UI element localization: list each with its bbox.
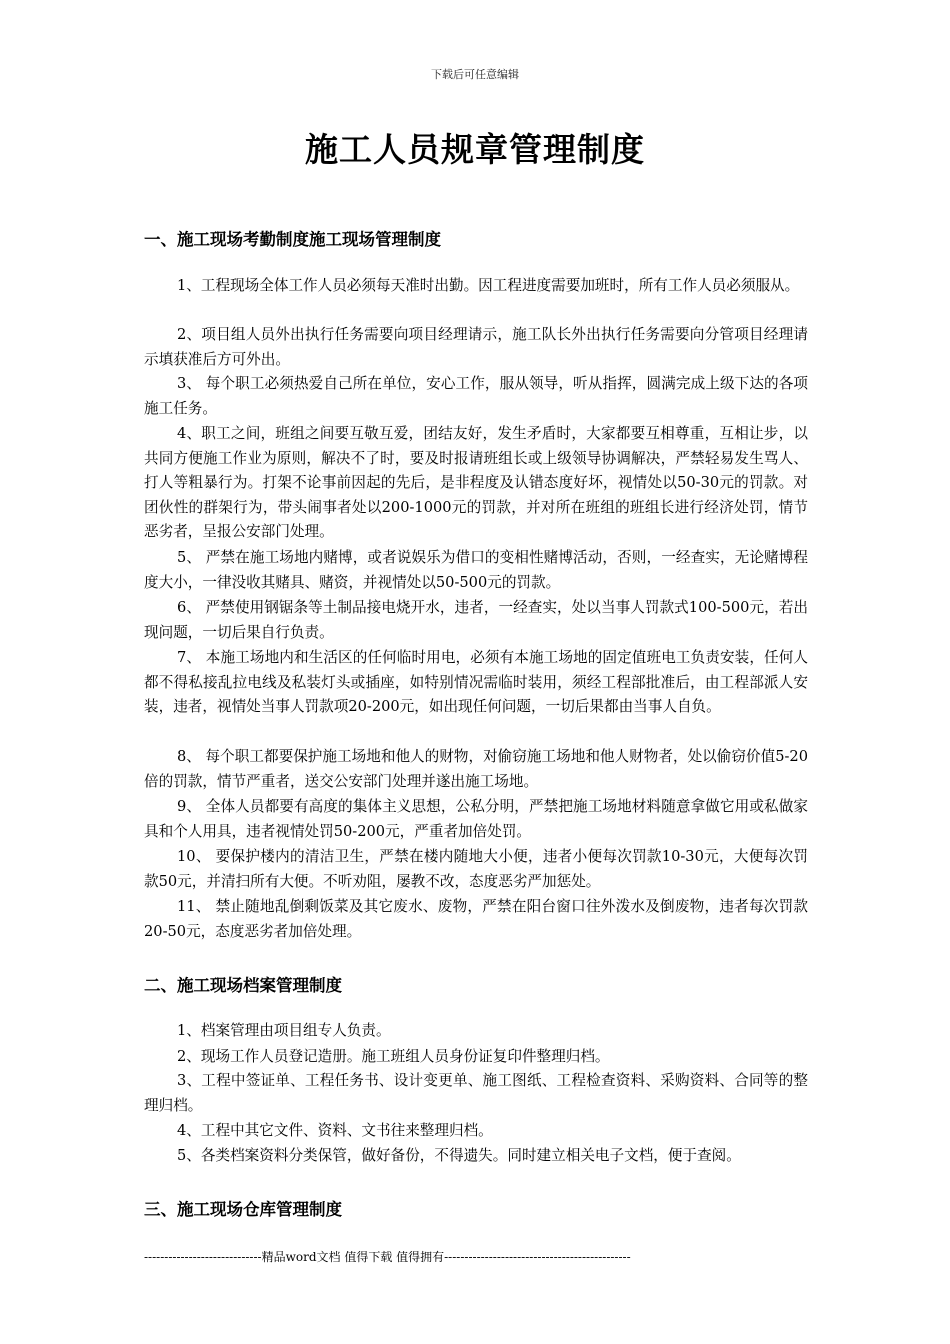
paragraph: 4、工程中其它文件、资料、文书往来整理归档。 (177, 1122, 493, 1139)
paragraph: 5、各类档案资料分类保管，做好备份，不得遗失。同时建立相关电子文档，便于查阅。 (177, 1147, 741, 1164)
section-heading-attendance: 一、施工现场考勤制度施工现场管理制度 (144, 230, 441, 249)
paragraph: 7、 本施工场地内和生活区的任何临时用电，必须有本施工场地的固定值班电工负责安装，任何人都不得私接乱拉电线及私装灯头或插座，如特别情况需临时装用，须经工程部批准后，由工程部派人安装，违者，视情处当事人罚款项20-200元，如出现任何问题，一切后果都由当事人自负。 (144, 649, 808, 715)
section-heading-warehouse: 三、施工现场仓库管理制度 (144, 1200, 342, 1219)
paragraph: 3、 每个职工必须热爱自己所在单位，安心工作，服从领导，听从指挥，圆满完成上级下达的各项施工任务。 (144, 375, 808, 417)
paragraph: 2、现场工作人员登记造册。施工班组人员身份证复印件整理归档。 (177, 1048, 610, 1065)
header-note: 下载后可任意编辑 (431, 68, 519, 81)
paragraph: 1、工程现场全体工作人员必须每天准时出勤。因工程进度需要加班时，所有工作人员必须服从。 (177, 277, 800, 294)
paragraph: 11、 禁止随地乱倒剩饭菜及其它废水、废物，严禁在阳台窗口往外泼水及倒废物，违者每次罚款20-50元，态度恶劣者加倍处理。 (144, 898, 808, 940)
paragraph: 6、 严禁使用钢锯条等土制品接电烧开水，违者，一经查实，处以当事人罚款式100-500元，若出现问题，一切后果自行负责。 (144, 599, 808, 641)
paragraph: 5、 严禁在施工场地内赌博，或者说娱乐为借口的变相性赌博活动，否则，一经查实，无论赌博程度大小，一律没收其赌具、赌资，并视情处以50-500元的罚款。 (144, 549, 808, 591)
paragraph: 9、 全体人员都要有高度的集体主义思想，公私分明，严禁把施工场地材料随意拿做它用或私做家具和个人用具，违者视情处罚50-200元，严重者加倍处罚。 (144, 798, 808, 840)
document-title: 施工人员规章管理制度 (305, 130, 645, 169)
section-heading-archives: 二、施工现场档案管理制度 (144, 976, 342, 995)
paragraph: 10、 要保护楼内的清洁卫生，严禁在楼内随地大小便，违者小便每次罚款10-30元，大便每次罚款50元，并清扫所有大便。不听劝阻，屡教不改，态度恶劣严加惩处。 (144, 848, 808, 890)
paragraph: 4、职工之间，班组之间要互敬互爱，团结友好，发生矛盾时，大家都要互相尊重，互相让步，以共同方便施工作业为原则，解决不了时，要及时报请班组长或上级领导协调解决，严禁轻易发生骂人、打人等粗暴行为。打架不论事前因起的先后，是非程度及认错态度好坏，视情处以50-30元的罚款。对团伙性的群架行为，带头闹事者处以200-1000元的罚款，并对所在班组的班组长进行经济处罚，情节恶劣者，呈报公安部门处理。 (144, 425, 808, 540)
paragraph: 3、工程中签证单、工程任务书、设计变更单、施工图纸、工程检查资料、采购资料、合同等的整理归档。 (144, 1072, 808, 1114)
footer-line: -----------------------------精品word文档 值得下载 值得拥有---------------------------------------------- (144, 1250, 631, 1264)
paragraph: 1、档案管理由项目组专人负责。 (177, 1022, 391, 1039)
paragraph: 2、项目组人员外出执行任务需要向项目经理请示，施工队长外出执行任务需要向分管项目经理请示填获准后方可外出。 (144, 326, 808, 368)
paragraph: 8、 每个职工都要保护施工场地和他人的财物，对偷窃施工场地和他人财物者，处以偷窃价值5-20倍的罚款，情节严重者，送交公安部门处理并遂出施工场地。 (144, 748, 808, 790)
